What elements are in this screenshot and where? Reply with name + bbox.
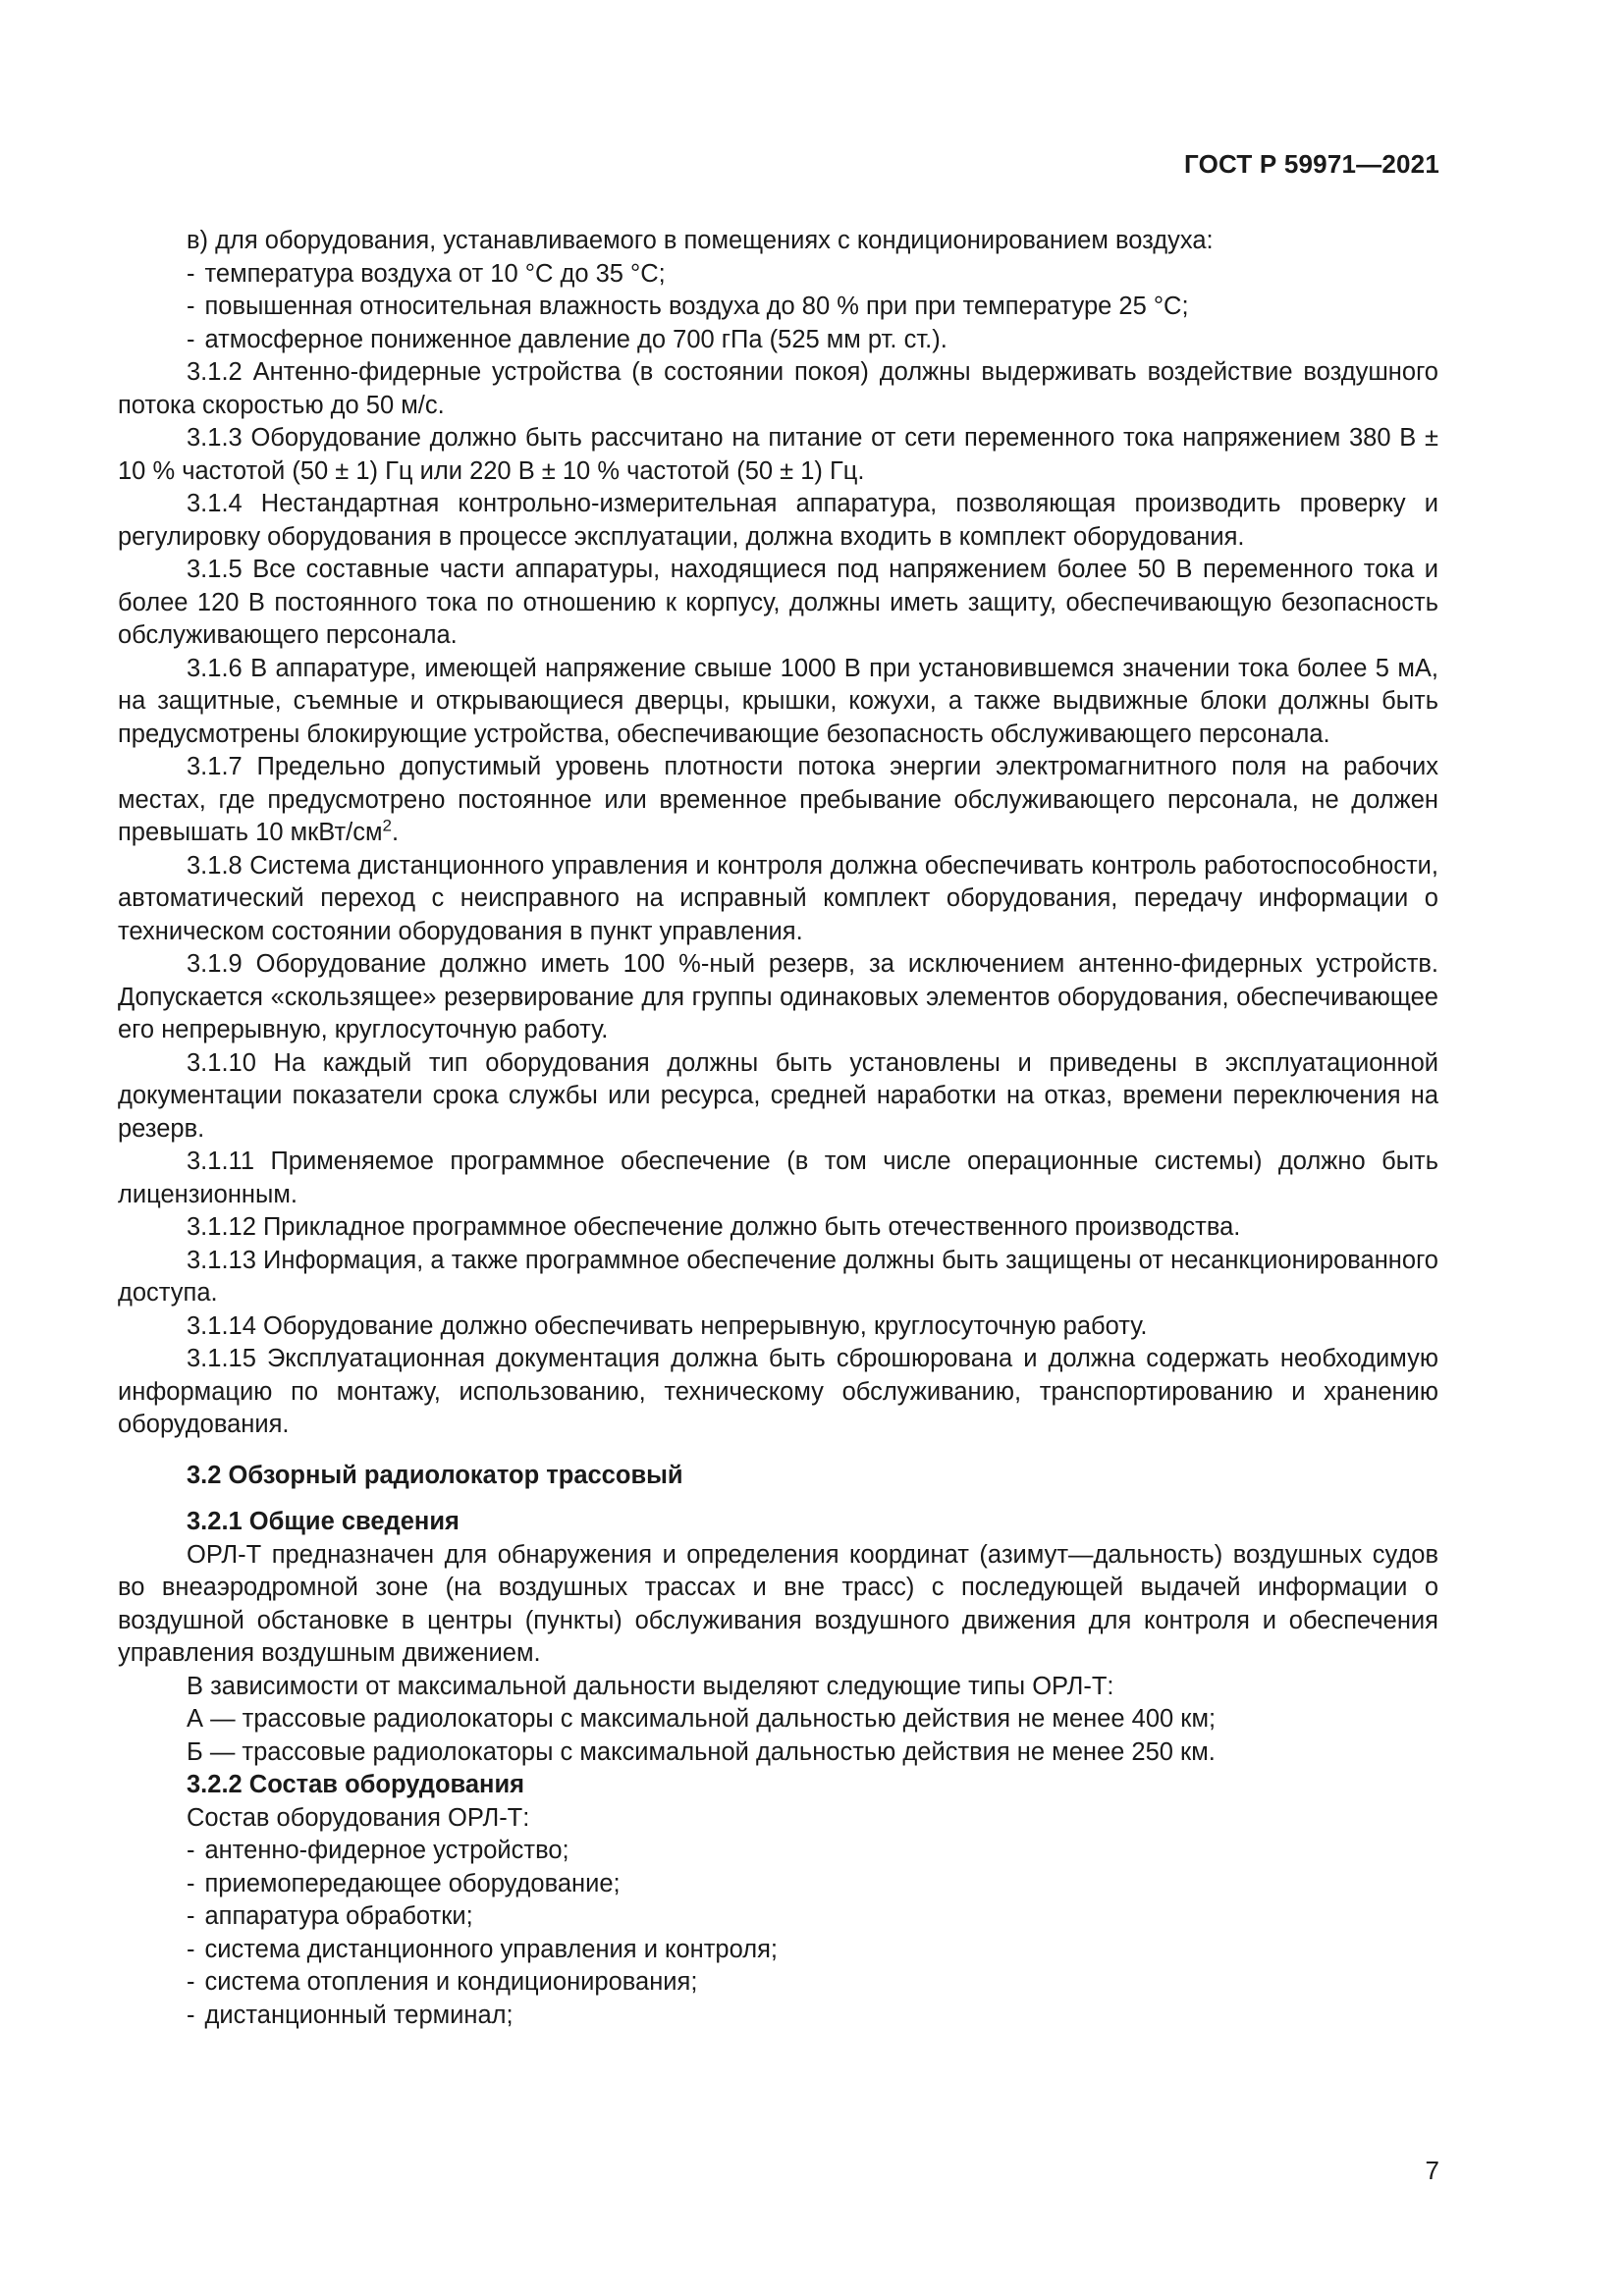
body-paragraph: Б — трассовые радиолокаторы с максимальной дальностью действия не менее 250 км. <box>187 1737 1216 1766</box>
subsection-heading: 3.2.1 Общие сведения <box>187 1508 460 1535</box>
list-item: - дистанционный терминал; <box>187 2001 514 2029</box>
clause-paragraph: 3.1.12 Прикладное программное обеспечение должно быть отечественного производства. <box>187 1213 1241 1241</box>
clause-paragraph: 3.1.3 Оборудование должно быть рассчитано на питание от сети переменного тока напряжением 380 В ± 10 % частотой (50 ± 1) Гц или 220 В ± 10 % частотой (50 ± 1) Гц. <box>118 424 1438 485</box>
subsection-heading: 3.2.2 Состав оборудования <box>187 1771 525 1798</box>
page-body <box>118 225 1438 2032</box>
clause-paragraph: 3.1.5 Все составные части аппаратуры, находящиеся под напряжением более 50 В переменного тока и более 120 В постоянного тока по отношению к корпусу, должны иметь защиту, обеспечивающую безопасность обслуживающего персонала. <box>118 556 1438 649</box>
body-paragraph: А — трассовые радиолокаторы с максимальной дальностью действия не менее 400 км; <box>187 1705 1217 1733</box>
list-item: - атмосферное пониженное давление до 700 гПа (525 мм рт. ст.). <box>187 325 947 353</box>
clause-paragraph: 3.1.2 Антенно-фидерные устройства (в состоянии покоя) должны выдерживать воздействие воздушного потока скоростью до 50 м/с. <box>118 358 1438 419</box>
page-number: 7 <box>1425 2156 1439 2185</box>
list-item: - антенно-фидерное устройство; <box>187 1837 569 1864</box>
list-item: - температура воздуха от 10 °C до 35 °C; <box>187 259 666 288</box>
list-item: - повышенная относительная влажность воздуха до 80 % при при температуре 25 °C; <box>187 293 1189 320</box>
clause-paragraph: 3.1.14 Оборудование должно обеспечивать непрерывную, круглосуточную работу. <box>187 1311 1148 1340</box>
body-paragraph: ОРЛ-Т предназначен для обнаружения и определения координат (азимут—дальность) воздушных судов во внеаэродромной зоне (на воздушных трассах и вне трасс) с последующей выдачей информации о воздушной обстановке в центры (пункты) обслуживания воздушного движения для контроля и обеспечения управления воздушным движением. <box>118 1540 1438 1667</box>
body-paragraph: В зависимости от максимальной дальности выделяют следующие типы ОРЛ-Т: <box>187 1672 1114 1700</box>
clause-paragraph: 3.1.10 На каждый тип оборудования должны быть установлены и приведены в эксплуатационной документации показатели срока службы или ресурса, средней наработки на отказ, времени переключения на резерв. <box>118 1048 1438 1143</box>
clause-paragraph: 3.1.8 Система дистанционного управления и контроля должна обеспечивать контроль работоспособности, автоматический переход с неисправного на исправный комплект оборудования, передачу информации о техническом состоянии оборудования в пункт управления. <box>118 851 1438 945</box>
clause-paragraph: 3.1.9 Оборудование должно иметь 100 %-ный резерв, за исключением антенно-фидерных устройств. Допускается «скользящее» резервирование для группы одинаковых элементов оборудования, обеспечивающее его непрерывную, круглосуточную работу. <box>118 950 1438 1043</box>
clause-paragraph: 3.1.6 В аппаратуре, имеющей напряжение свыше 1000 В при установившемся значении тока более 5 мА, на защитные, съемные и открывающиеся дверцы, крышки, кожухи, а также выдвижные блоки должны быть предусмотрены блокирующие устройства, обеспечивающие безопасность обслуживающего персонала. <box>118 654 1438 748</box>
section-heading: 3.2 Обзорный радиолокатор трассовый <box>187 1461 683 1489</box>
document-id-header: ГОСТ Р 59971—2021 <box>1184 149 1439 179</box>
clause-paragraph: 3.1.13 Информация, а также программное обеспечение должны быть защищены от несанкционированного доступа. <box>118 1246 1438 1307</box>
list-item: - система дистанционного управления и контроля; <box>187 1935 778 1963</box>
body-paragraph: Состав оборудования ОРЛ-Т: <box>187 1803 530 1832</box>
list-item: - приемопередающее оборудование; <box>187 1869 621 1897</box>
clause-paragraph: 3.1.7 Предельно допустимый уровень плотности потока энергии электромагнитного поля на рабочих местах, где предусмотрено постоянное или временное пребывание обслуживающего персонала, не должен превышать 10 мкВт/$см^2$. <box>118 753 1438 846</box>
clause-paragraph: 3.1.4 Нестандартная контрольно-измерительная аппаратура, позволяющая производить проверку и регулировку оборудования в процессе эксплуатации, должна входить в комплект оборудования. <box>118 490 1438 551</box>
intro-paragraph: в) для оборудования, устанавливаемого в помещениях с кондиционированием воздуха: <box>187 227 1214 254</box>
clause-paragraph: 3.1.15 Эксплуатационная документация должна быть сброшюрована и должна содержать необходимую информацию по монтажу, использованию, техническому обслуживанию, транспортированию и хранению оборудования. <box>118 1345 1438 1438</box>
clause-paragraph: 3.1.11 Применяемое программное обеспечение (в том числе операционные системы) должно быть лицензионным. <box>118 1148 1438 1208</box>
list-item: - аппаратура обработки; <box>187 1902 473 1930</box>
list-item: - система отопления и кондиционирования; <box>187 1968 698 1996</box>
